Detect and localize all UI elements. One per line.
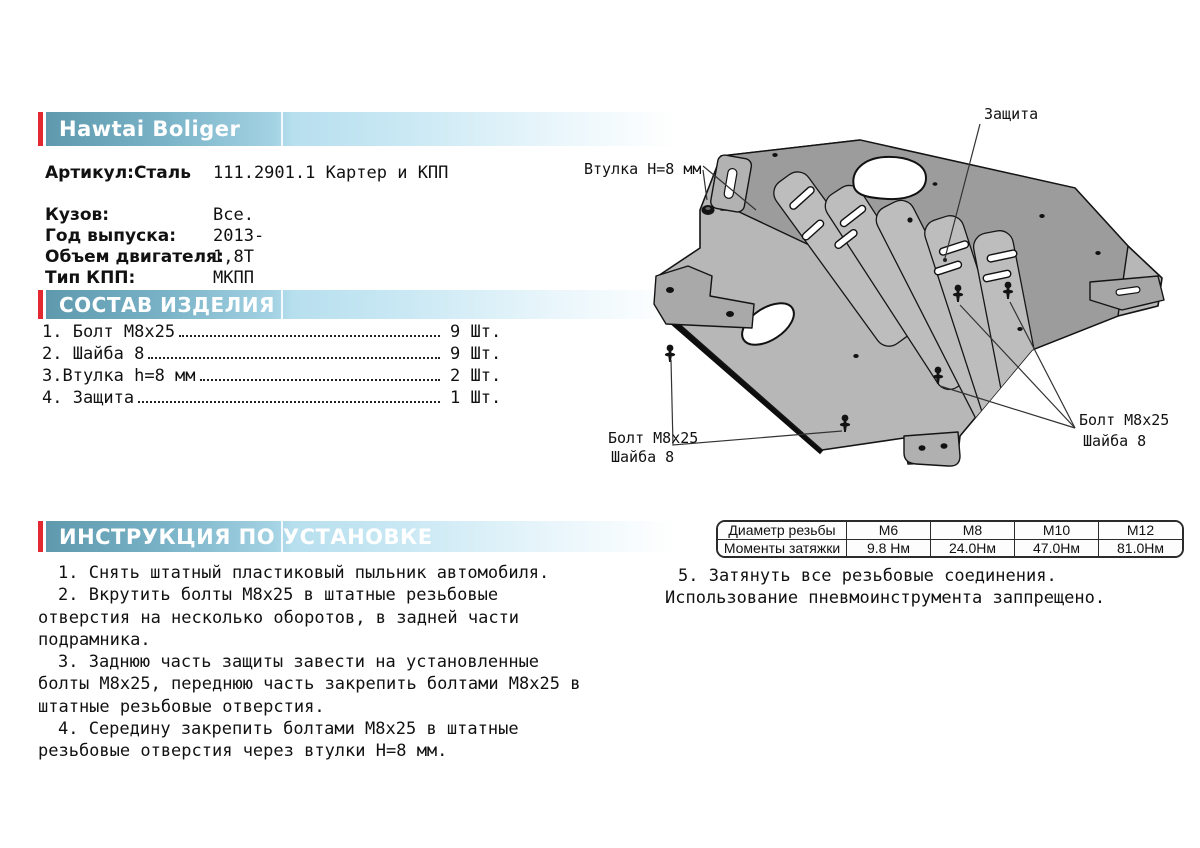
- plate-large-hole: [853, 157, 926, 199]
- part-row: [42, 322, 514, 344]
- dotted-leader: [200, 379, 440, 381]
- torque-value-cell: 81.0Нм: [1098, 539, 1182, 556]
- torque-header-cell: М10: [1014, 522, 1098, 539]
- label-bushing: Втулка Н=8 мм: [584, 160, 702, 178]
- spec-body-label: Кузов:: [45, 205, 110, 225]
- instruction-step-4: 4. Середину закрепить болтами М8х25 в штатные резьбовые отверстия через втулки Н=8 мм.: [38, 719, 519, 762]
- brand-title: Hawtai Boliger: [59, 117, 241, 141]
- bottom-tab: [904, 432, 960, 466]
- label-washer-left: Шайба 8: [611, 448, 675, 466]
- red-stripe: [38, 112, 43, 146]
- part-row: [42, 366, 514, 388]
- article-label: Артикул:Сталь: [45, 163, 191, 183]
- torque-table: [716, 520, 1184, 558]
- part-name: 3.Втулка h=8 мм: [42, 366, 196, 386]
- spec-gearbox-value: МКПП: [213, 268, 254, 288]
- dotted-leader: [179, 335, 440, 337]
- torque-value-cell: Моменты затяжки: [718, 539, 846, 556]
- instructions-title: ИНСТРУКЦИЯ ПО УСТАНОВКЕ: [59, 524, 433, 549]
- red-stripe: [38, 290, 43, 319]
- dotted-leader: [148, 357, 440, 359]
- parts-list: [42, 322, 514, 410]
- dotted-leader: [138, 401, 440, 403]
- torque-header-cell: М8: [930, 522, 1014, 539]
- torque-header-cell: М12: [1098, 522, 1182, 539]
- bolt-icon: [665, 345, 675, 362]
- spec-engine-value: 1,8Т: [213, 247, 254, 267]
- torque-value-cell: 9.8 Нм: [846, 539, 930, 556]
- torque-value-cell: 24.0Нм: [930, 539, 1014, 556]
- instruction-steps-right: [665, 565, 1195, 610]
- label-bolt-right: Болт М8х25: [1079, 411, 1170, 429]
- torque-table-header-row: [718, 522, 1182, 539]
- label-washer-right: Шайба 8: [1083, 432, 1147, 450]
- label-bolt-left: Болт М8х25: [608, 429, 699, 447]
- band-split-line: [281, 112, 283, 146]
- article-value: 111.2901.1 Картер и КПП: [213, 163, 449, 183]
- band-split-line: [281, 290, 283, 319]
- instruction-steps-left: [38, 562, 581, 763]
- torque-value-cell: 47.0Нм: [1014, 539, 1098, 556]
- torque-header-cell: М6: [846, 522, 930, 539]
- composition-title: СОСТАВ ИЗДЕЛИЯ: [59, 292, 275, 317]
- instruction-step-1: 1. Снять штатный пластиковый пыльник автомобиля.: [58, 563, 550, 583]
- part-name: 2. Шайба 8: [42, 344, 145, 364]
- skid-plate-diagram: [570, 98, 1200, 483]
- label-shield: Защита: [984, 105, 1039, 123]
- part-quantity: 1 Шт.: [450, 388, 502, 408]
- spec-gearbox-label: Тип КПП:: [45, 268, 136, 288]
- part-quantity: 9 Шт.: [450, 322, 502, 342]
- spec-engine-label: Объем двигателя:: [45, 247, 224, 267]
- instruction-step-2: 2. Вкрутить болты М8х25 в штатные резьбовые отверстия на несколько оборотов, в задней части подрамника.: [38, 585, 520, 650]
- torque-header-cell: Диаметр резьбы: [718, 522, 846, 539]
- torque-table-value-row: [718, 539, 1182, 556]
- instruction-step-5-note: Использование пневмоинструмента заппрещено.: [665, 588, 1106, 609]
- part-quantity: 9 Шт.: [450, 344, 502, 364]
- spec-body-value: Все.: [213, 205, 254, 225]
- part-name: 1. Болт М8х25: [42, 322, 176, 342]
- bushing-icon: [702, 205, 715, 215]
- part-name: 4. Защита: [42, 388, 135, 408]
- part-row: [42, 344, 514, 366]
- part-quantity: 2 Шт.: [450, 366, 502, 386]
- spec-year-value: 2013-: [213, 226, 265, 246]
- instructions-band: [38, 521, 696, 552]
- part-row: [42, 388, 514, 410]
- instruction-step-3: 3. Заднюю часть защиты завести на установленные болты М8х25, переднюю часть закрепить болтами М8х25 в штатные резьбовые отверстия.: [38, 652, 581, 717]
- red-stripe: [38, 521, 43, 552]
- instruction-step-5: 5. Затянуть все резьбовые соединения.: [678, 566, 1057, 586]
- spec-year-label: Год выпуска:: [45, 226, 177, 246]
